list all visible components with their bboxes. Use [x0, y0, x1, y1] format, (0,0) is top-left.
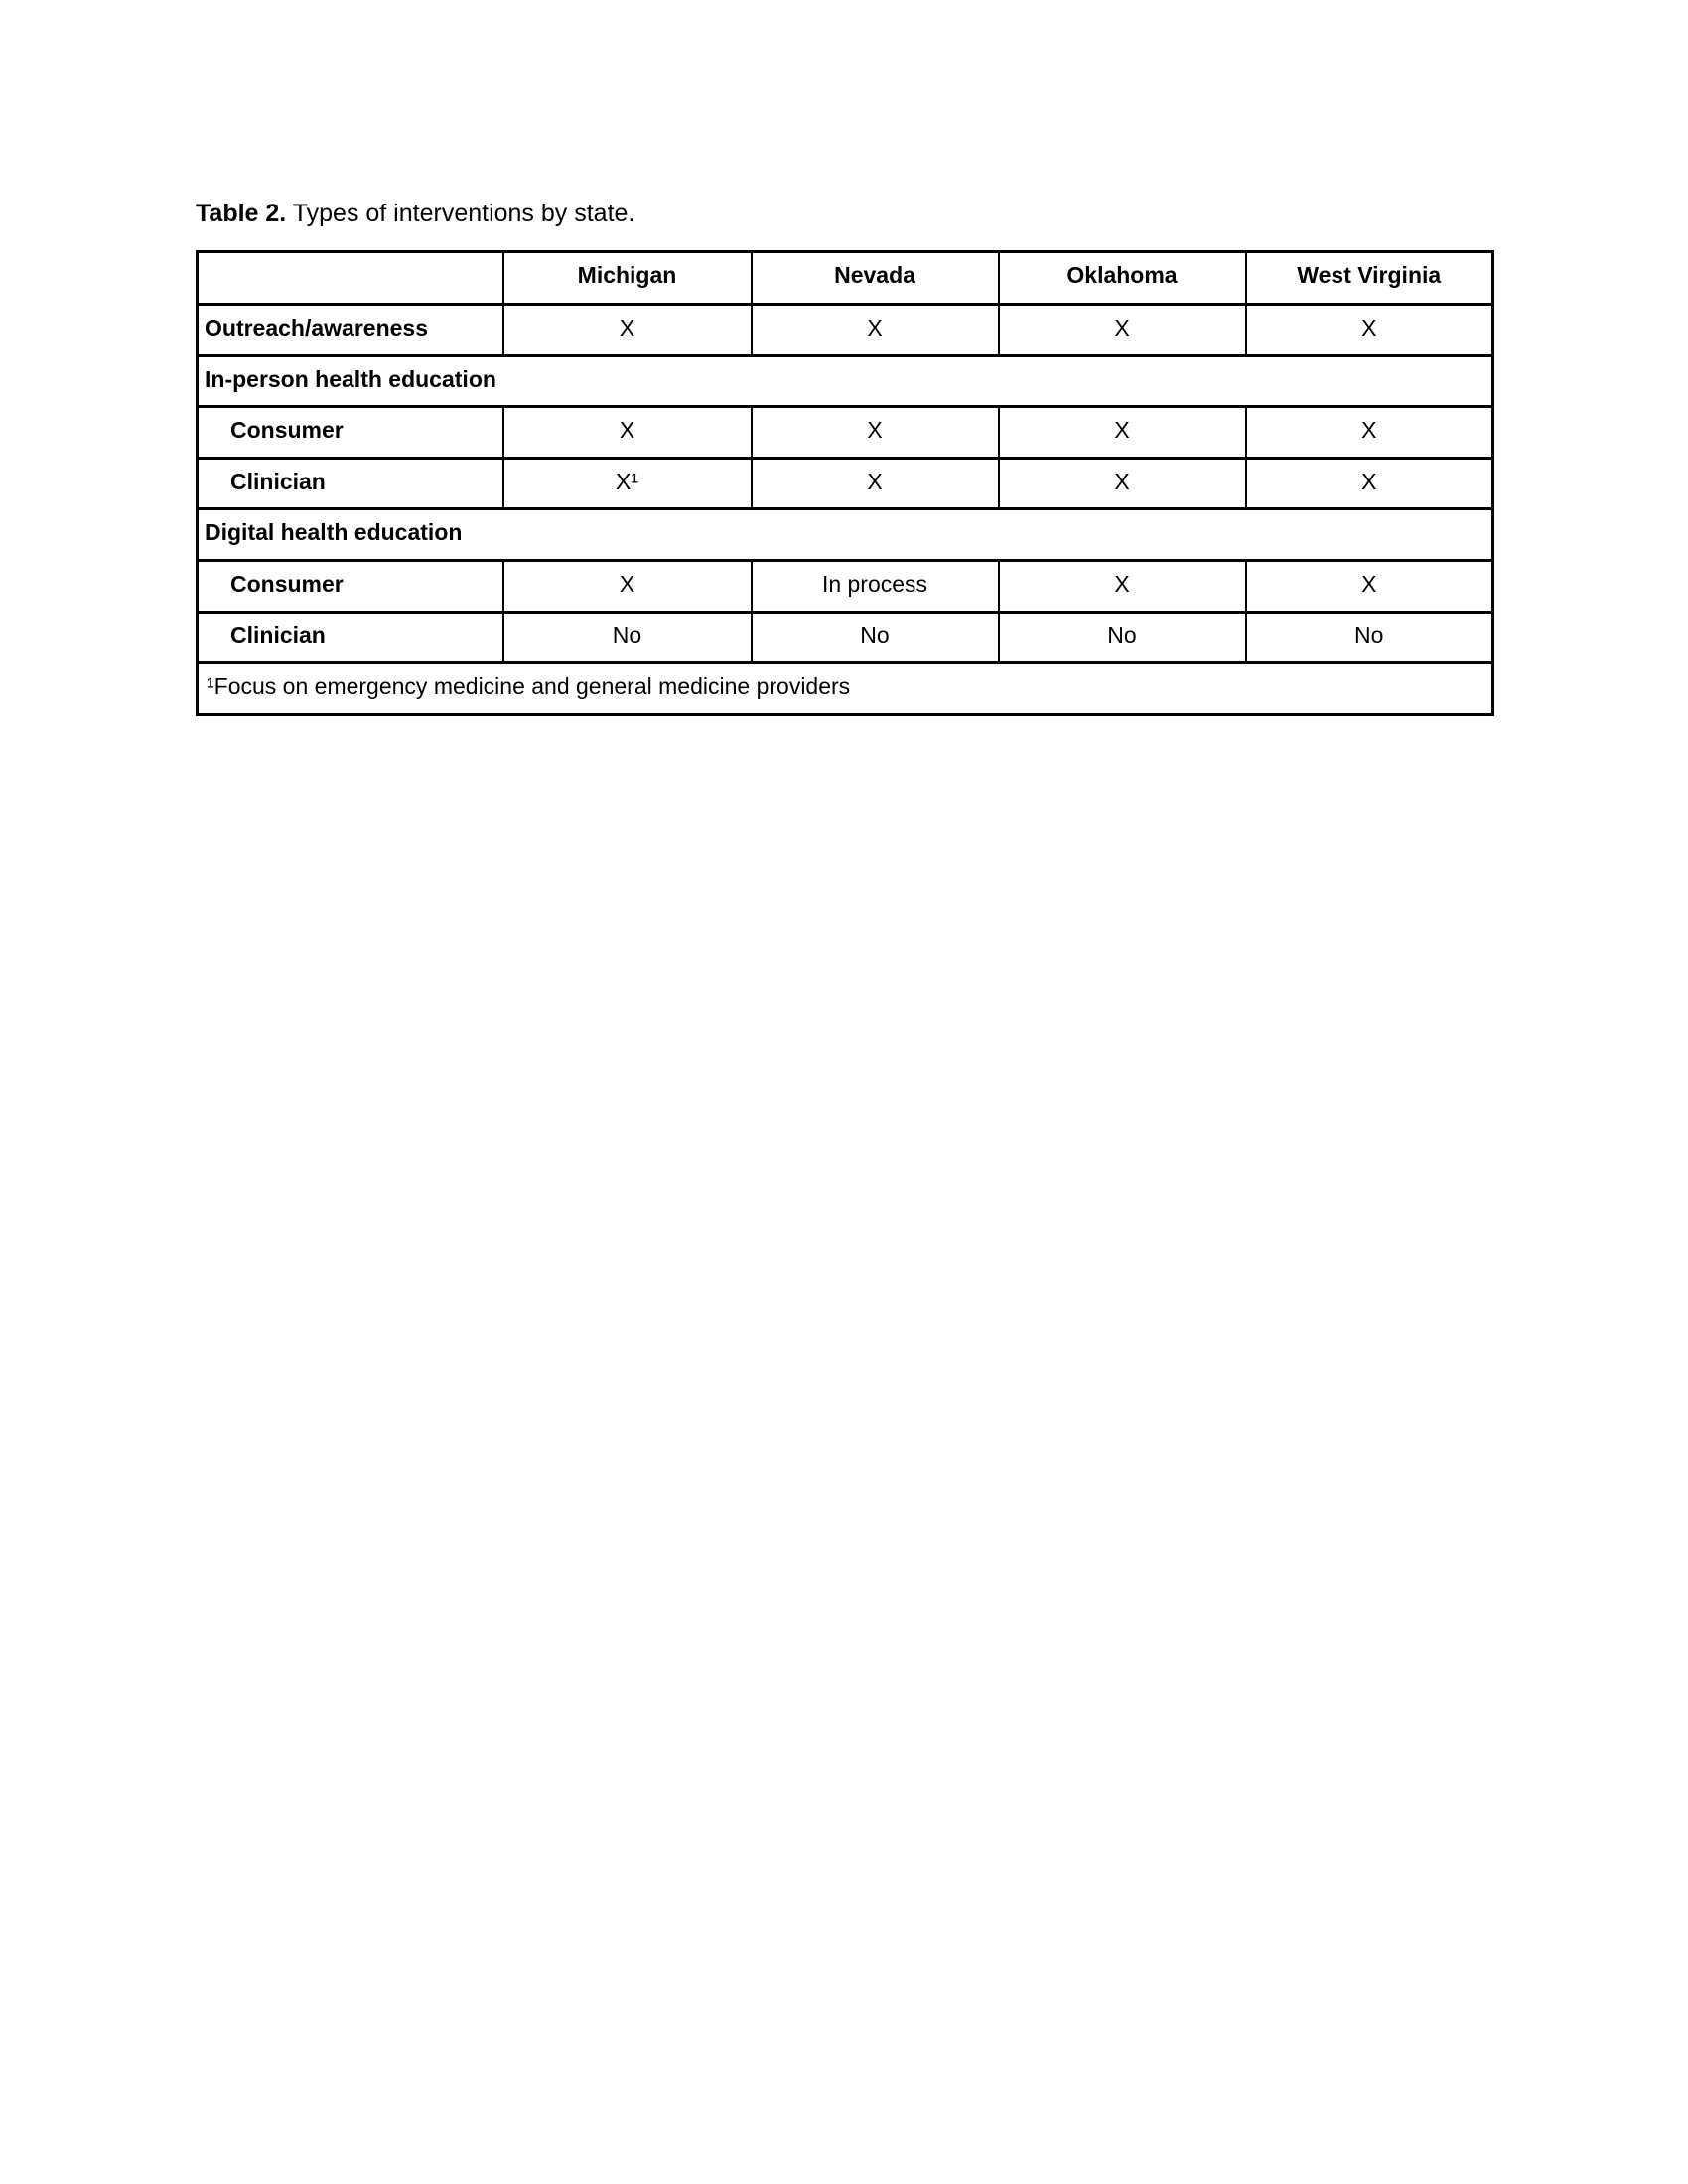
- data-cell-west-virginia: No: [1246, 612, 1493, 663]
- data-cell-michigan: X¹: [503, 458, 752, 509]
- header-row: [198, 252, 1493, 305]
- interventions-by-state-table: [196, 250, 1494, 716]
- table-caption-label: Table 2.: [196, 200, 287, 227]
- data-cell-oklahoma: X: [999, 458, 1246, 509]
- column-header-west-virginia: West Virginia: [1246, 252, 1493, 305]
- table-caption-text: Types of interventions by state.: [286, 200, 635, 227]
- section-row-digital-health-education: [198, 509, 1493, 561]
- data-cell-nevada: X: [752, 458, 999, 509]
- row-in-person-consumer: [198, 407, 1493, 459]
- data-cell-nevada: X: [752, 407, 999, 459]
- data-cell-west-virginia: X: [1246, 560, 1493, 612]
- section-label: In-person health education: [198, 355, 1493, 407]
- data-cell-nevada: In process: [752, 560, 999, 612]
- data-cell-michigan: X: [503, 407, 752, 459]
- row-label: Clinician: [198, 612, 503, 663]
- table-footnote: ¹Focus on emergency medicine and general medicine providers: [198, 663, 1493, 715]
- data-cell-oklahoma: No: [999, 612, 1246, 663]
- data-cell-oklahoma: X: [999, 407, 1246, 459]
- row-label: Consumer: [198, 407, 503, 459]
- data-cell-west-virginia: X: [1246, 458, 1493, 509]
- corner-cell: [198, 252, 503, 305]
- column-header-michigan: Michigan: [503, 252, 752, 305]
- data-cell-michigan: X: [503, 305, 752, 356]
- data-cell-oklahoma: X: [999, 305, 1246, 356]
- data-cell-west-virginia: X: [1246, 305, 1493, 356]
- row-label: Consumer: [198, 560, 503, 612]
- row-in-person-clinician: [198, 458, 1493, 509]
- data-cell-oklahoma: X: [999, 560, 1246, 612]
- data-cell-nevada: No: [752, 612, 999, 663]
- row-label: Clinician: [198, 458, 503, 509]
- row-digital-consumer: [198, 560, 1493, 612]
- column-header-nevada: Nevada: [752, 252, 999, 305]
- section-label: Digital health education: [198, 509, 1493, 561]
- section-row-in-person-health-education: [198, 355, 1493, 407]
- data-cell-michigan: No: [503, 612, 752, 663]
- column-header-oklahoma: Oklahoma: [999, 252, 1246, 305]
- data-cell-michigan: X: [503, 560, 752, 612]
- table-caption: [196, 199, 634, 228]
- data-cell-nevada: X: [752, 305, 999, 356]
- data-cell-west-virginia: X: [1246, 407, 1493, 459]
- row-digital-clinician: [198, 612, 1493, 663]
- footnote-row: [198, 663, 1493, 715]
- row-outreach-awareness: [198, 305, 1493, 356]
- row-label: Outreach/awareness: [198, 305, 503, 356]
